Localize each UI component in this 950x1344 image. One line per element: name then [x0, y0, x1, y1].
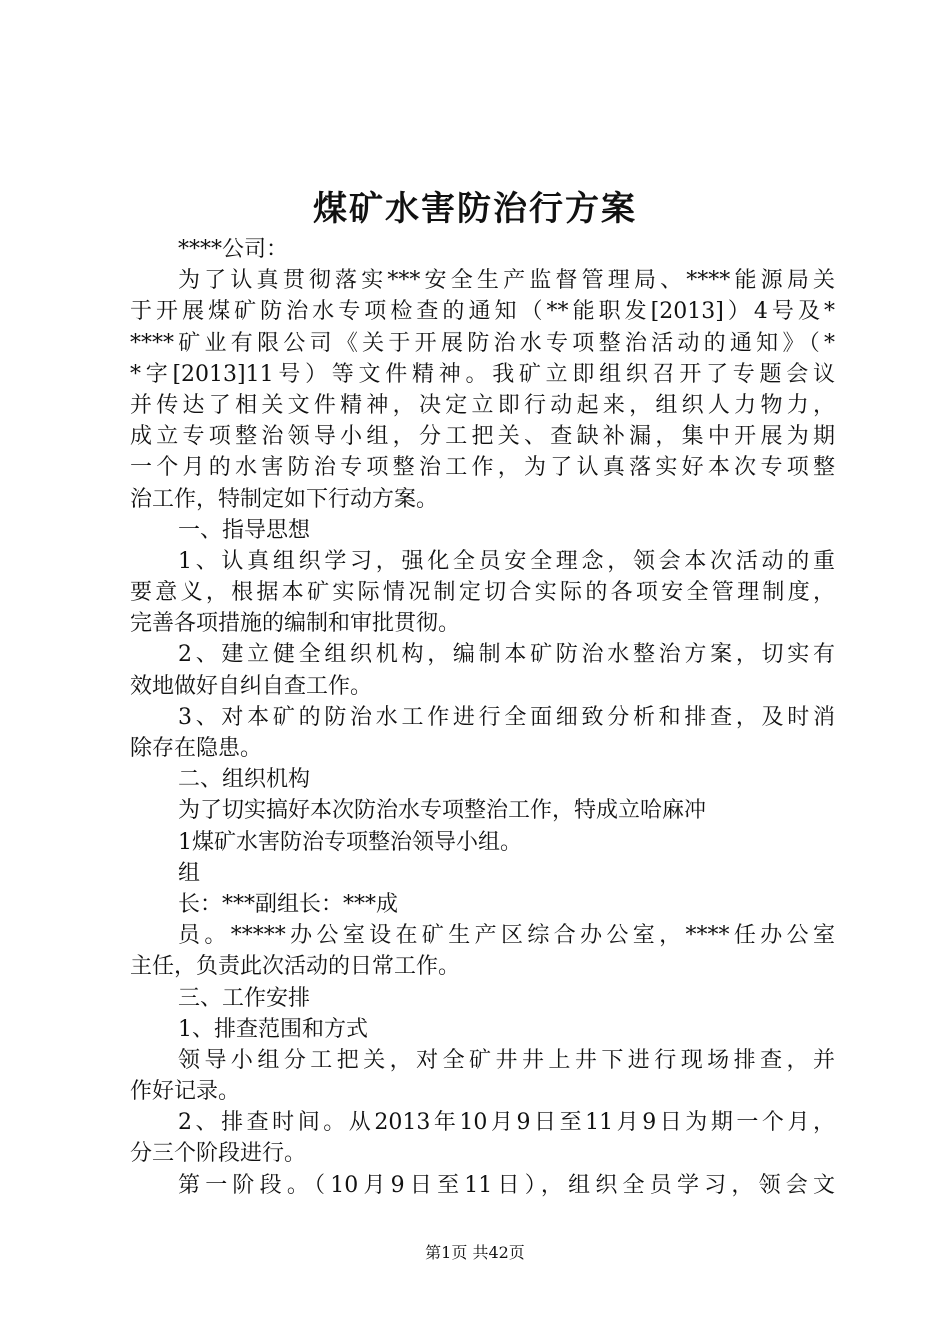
- body-line: 主任，负责此次活动的日常工作。: [130, 954, 461, 980]
- body-line: 1、排查范围和方式: [178, 1016, 368, 1042]
- body-line: 长：***副组长：***成: [178, 891, 399, 917]
- body-line: 1煤矿水害防治专项整治领导小组。: [178, 829, 522, 855]
- page-footer: 第1页 共42页: [425, 1243, 525, 1262]
- body-line: 第一阶段。（10月9日至11日），组织全员学习，领会文: [178, 1172, 835, 1198]
- body-line: ****公司：: [178, 237, 289, 262]
- body-line: 完善各项措施的编制和审批贯彻。: [130, 611, 461, 637]
- body-line: 二、组织机构: [178, 767, 311, 793]
- document-title: 煤矿水害防治行方案: [313, 189, 637, 229]
- body-line: 2、排查时间。从2013年10月9日至11月9日为期一个月，: [178, 1110, 835, 1136]
- body-line: 作好记录。: [130, 1079, 241, 1105]
- body-line: 一个月的水害防治专项整治工作，为了认真落实好本次专项整: [130, 455, 835, 481]
- body-line: 领导小组分工把关，对全矿井井上井下进行现场排查，并: [178, 1047, 835, 1073]
- body-line: *字[2013]11号）等文件精神。我矿立即组织召开了专题会议: [130, 361, 835, 387]
- body-line: 除存在隐患。: [130, 736, 263, 761]
- body-line: 为了切实搞好本次防治水专项整治工作，特成立哈麻冲: [178, 798, 707, 824]
- body-line: 并传达了相关文件精神，决定立即行动起来，组织人力物力，: [130, 392, 835, 418]
- body-line: ****矿业有限公司《关于开展防治水专项整治活动的通知》（*: [130, 330, 835, 356]
- body-line: 为了认真贯彻落实***安全生产监督管理局、****能源局关: [178, 268, 835, 294]
- body-line: 要意义，根据本矿实际情况制定切合实际的各项安全管理制度，: [130, 580, 835, 606]
- body-line: 三、工作安排: [178, 985, 311, 1011]
- body-line: 2、建立健全组织机构，编制本矿防治水整治方案，切实有: [178, 642, 835, 668]
- body-line: 一、指导思想: [178, 517, 311, 543]
- body-line: 分三个阶段进行。: [130, 1141, 307, 1167]
- body-line: 组: [178, 860, 201, 886]
- body-line: 效地做好自纠自查工作。: [130, 673, 373, 699]
- body-line: 1、认真组织学习，强化全员安全理念，领会本次活动的重: [178, 548, 835, 574]
- document-body: [130, 234, 835, 1201]
- body-line: 员。*****办公室设在矿生产区综合办公室，****任办公室: [178, 923, 835, 949]
- body-line: 于开展煤矿防治水专项检查的通知（**能职发[2013]）4号及*: [130, 299, 835, 325]
- body-line: 治工作，特制定如下行动方案。: [130, 486, 439, 512]
- body-line: 3、对本矿的防治水工作进行全面细致分析和排查，及时消: [178, 704, 835, 730]
- body-line: 成立专项整治领导小组，分工把关、查缺补漏，集中开展为期: [130, 424, 835, 450]
